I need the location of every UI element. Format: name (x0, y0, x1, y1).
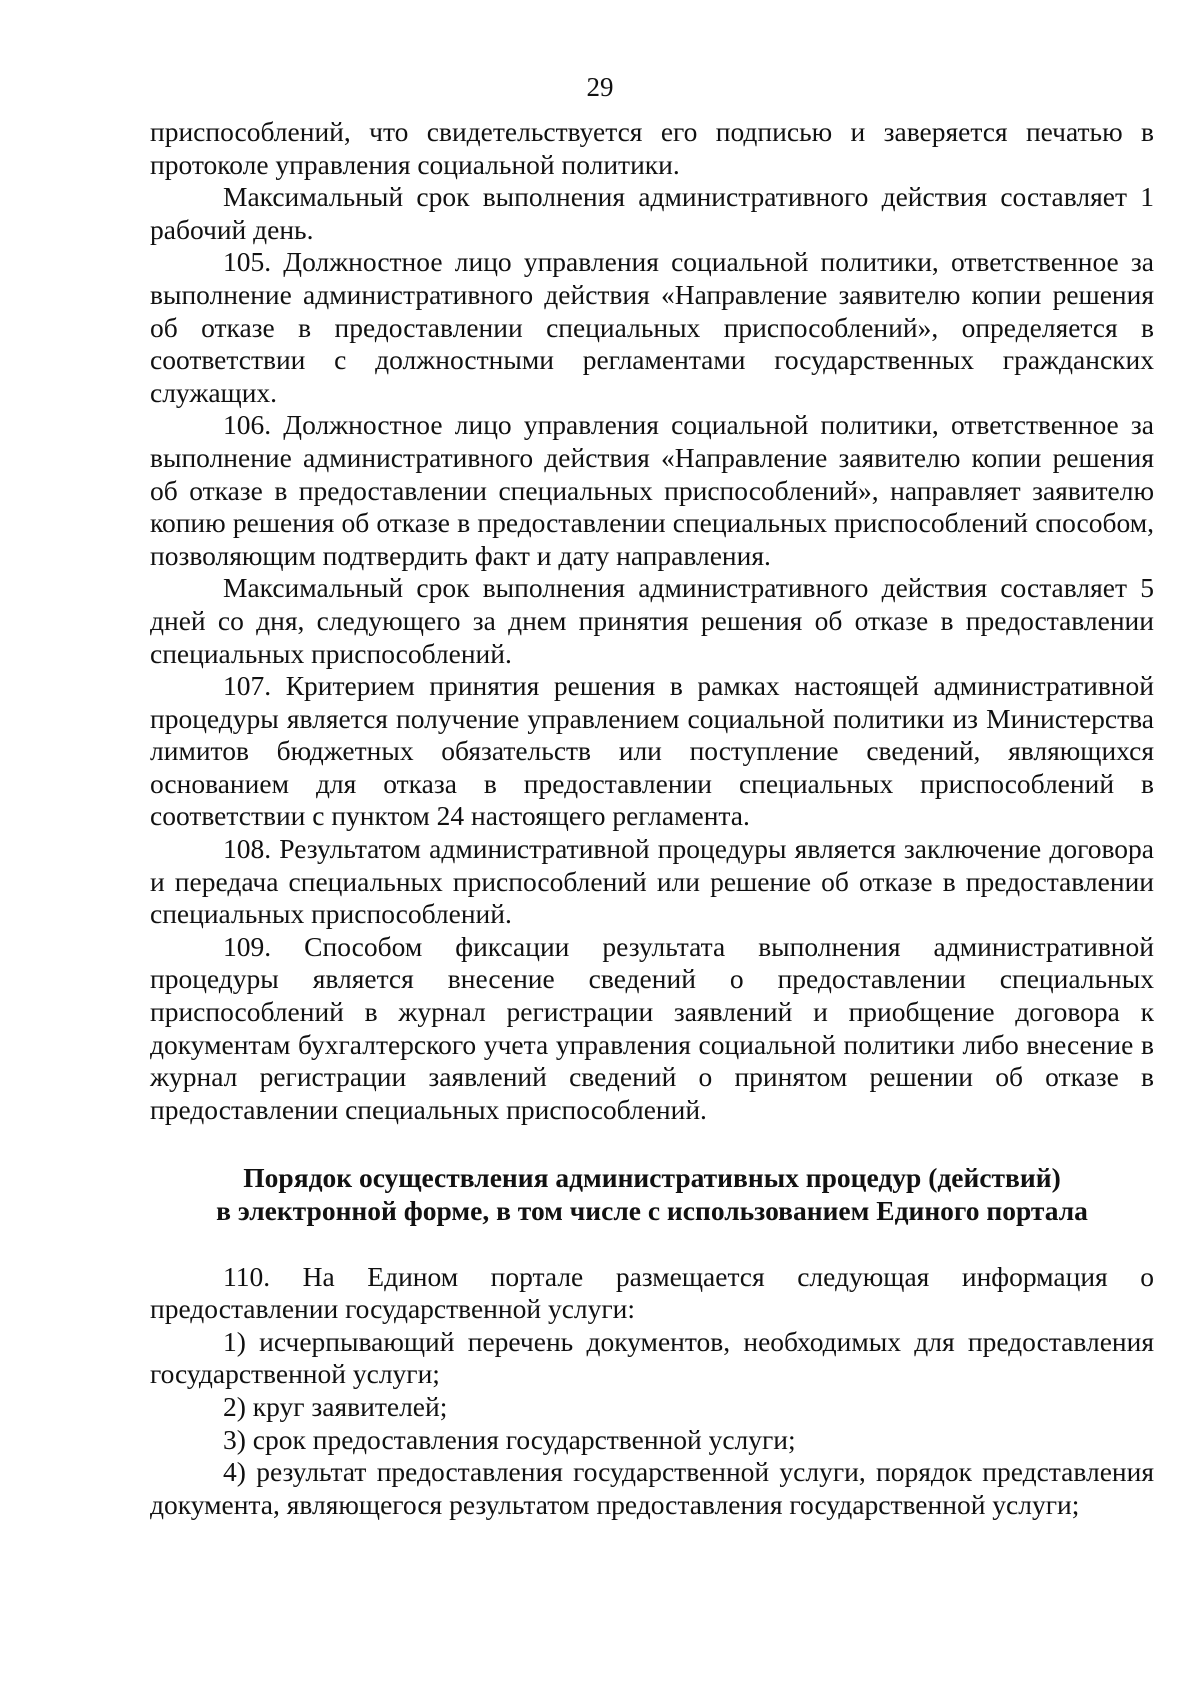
list-item: 4) результат предоставления государственной услуги, порядок представления документа, являющегося результатом предоставления государственной услуги; (150, 1456, 1154, 1520)
document-body (150, 116, 1154, 1521)
paragraph-105: 105. Должностное лицо управления социальной политики, ответственное за выполнение административного действия «Направление заявителю копии решения об отказе в предоставлении специальных приспособлений», определяется в соответствии с должностными регламентами государственных гражданских служащих. (150, 246, 1154, 408)
paragraph-110: 110. На Едином портале размещается следующая информация о предоставлении государственной услуги: (150, 1260, 1154, 1325)
paragraph: Максимальный срок выполнения административного действия составляет 5 дней со дня, следующего за днем принятия решения об отказе в предоставлении специальных приспособлений. (150, 572, 1154, 669)
section-heading (150, 1162, 1154, 1227)
paragraph-109: 109. Способом фиксации результата выполнения административной процедуры является внесение сведений о предоставлении специальных приспособлений в журнал регистрации заявлений и приобщение договора к документам бухгалтерского учета управления социальной политики либо внесение в журнал регистрации заявлений сведений о принятом решении об отказе в предоставлении специальных приспособлений. (150, 930, 1154, 1125)
section-heading-line: Порядок осуществления административных процедур (действий) (243, 1162, 1061, 1194)
paragraph-106: 106. Должностное лицо управления социальной политики, ответственное за выполнение административного действия «Направление заявителю копии решения об отказе в предоставлении специальных приспособлений», направляет заявителю копию решения об отказе в предоставлении специальных приспособлений способом, позволяющим подтвердить факт и дату направления. (150, 409, 1154, 571)
section-heading-line: в электронной форме, в том числе с использованием Единого портала (216, 1195, 1088, 1226)
list-item: 1) исчерпывающий перечень документов, необходимых для предоставления государственной услуги; (150, 1325, 1154, 1390)
paragraph: Максимальный срок выполнения административного действия составляет 1 рабочий день. (150, 181, 1154, 245)
paragraph-107: 107. Критерием принятия решения в рамках настоящей административной процедуры является получение управлением социальной политики из Министерства лимитов бюджетных обязательств или поступление сведений, являющихся основанием для отказа в предоставлении специальных приспособлений в соответствии с пунктом 24 настоящего регламента. (150, 670, 1154, 832)
page-number: 29 (586, 72, 614, 102)
paragraph: приспособлений, что свидетельствуется его подписью и заверяется печатью в протоколе управления социальной политики. (150, 116, 1154, 180)
list-item: 3) срок предоставления государственной услуги; (223, 1423, 796, 1455)
list-item: 2) круг заявителей; (223, 1390, 448, 1422)
paragraph-108: 108. Результатом административной процедуры является заключение договора и передача специальных приспособлений или решение об отказе в предоставлении специальных приспособлений. (150, 833, 1154, 930)
